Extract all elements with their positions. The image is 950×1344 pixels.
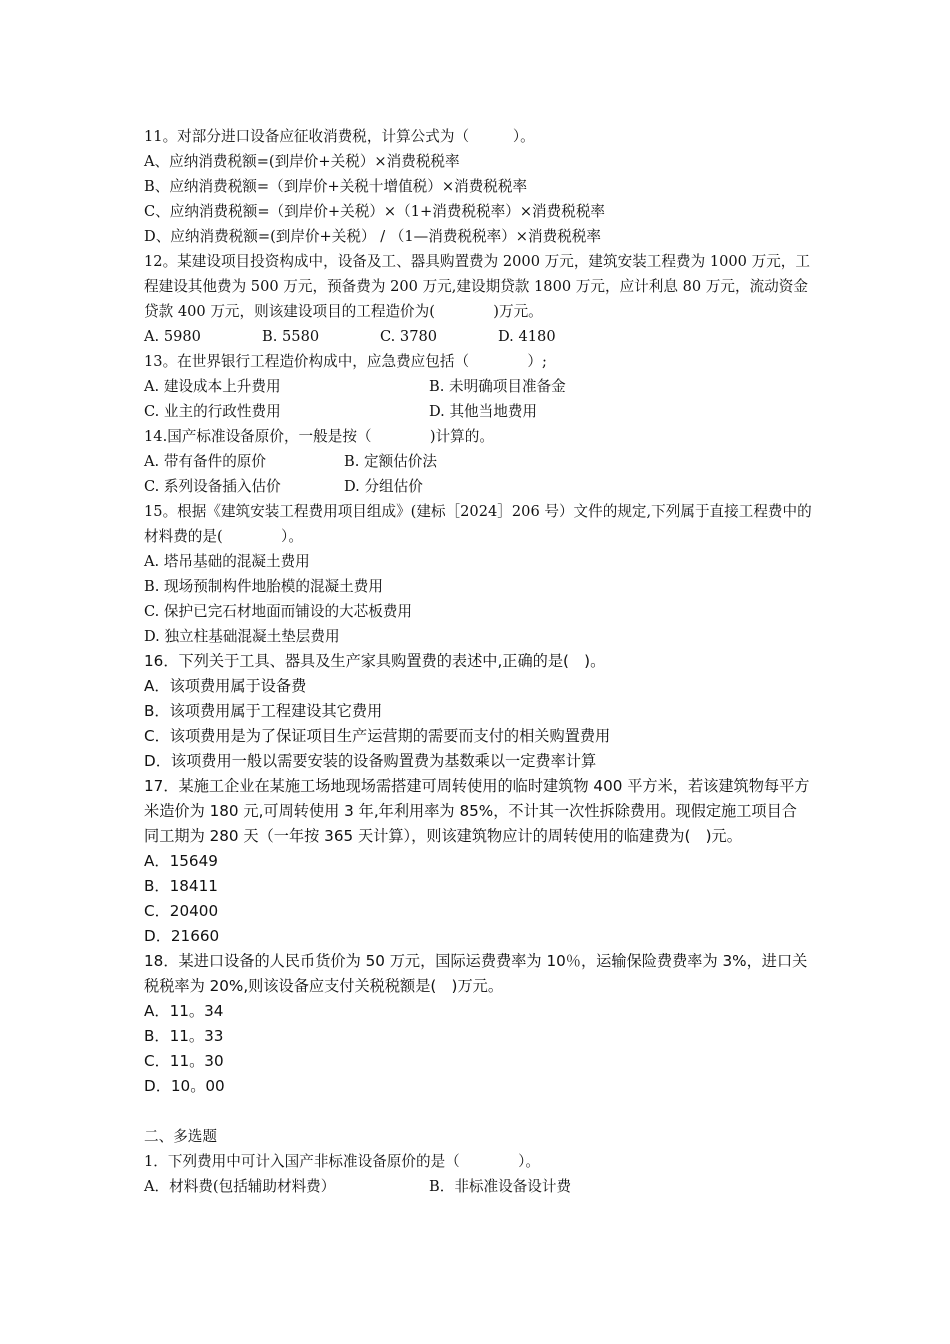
q13-options-row1 [144,374,812,399]
q17-option-a: A．15649 [144,852,218,870]
q17-stem: 17．某施工企业在某施工场地现场需搭建可周转使用的临时建筑物 400 平方米，若该建筑物每平方米造价为 180 元,可周转使用 3 年,年利用率为 85%，不计其一次性拆除费用。现假定施工项目合同工期为 280 天（一年按 365 天计算），则该建筑物应计的周转使用的临建费为( )元。 [144,777,810,845]
q12-stem: 12。某建设项目投资构成中，设备及工、器具购置费为 2000 万元，建筑安装工程费为 1000 万元，工程建设其他费为 500 万元，预备费为 200 万元,建设期贷款 1800 万元，应计利息 80 万元，流动资金贷款 400 万元，则该建设项目的工程造价为( )万元。 [144,253,810,320]
q11-stem: 11。对部分进口设备应征收消费税，计算公式为（ ）。 [144,128,535,145]
q18-option-b: B．11。33 [144,1027,224,1045]
q15-option-c: C. 保护已完石材地面而铺设的大芯板费用 [144,603,413,620]
q15-option-d: D. 独立柱基础混凝土垫层费用 [144,628,340,645]
s2-q1-option-b: B．非标准设备设计费 [429,1178,572,1195]
q17-option-d: D．21660 [144,927,220,945]
q12-option-b: B. 5580 [262,328,320,345]
q16-option-b: B．该项费用属于工程建设其它费用 [144,702,383,720]
q14-stem: 14.国产标准设备原价，一般是按（ )计算的。 [144,428,494,445]
section2-heading: 二、多选题 [144,1128,217,1145]
q11-option-a: A、应纳消费税额=(到岸价+关税）×消费税税率 [144,153,460,170]
q14-option-c: C. 系列设备插入估价 [144,478,281,495]
q13-option-a: A. 建设成本上升费用 [144,378,281,395]
q14-option-d: D. 分组估价 [344,478,423,495]
q13-option-c: C. 业主的行政性费用 [144,403,281,420]
q14-option-b: B. 定额估价法 [344,453,437,470]
q14-option-a: A. 带有备件的原价 [144,453,266,470]
q14-options-row2 [144,474,812,499]
q15-option-a: A. 塔吊基础的混凝土费用 [144,553,310,570]
q15-stem: 15。根据《建筑安装工程费用项目组成》(建标［2024］206 号）文件的规定,下列属于直接工程费中的材料费的是( ）。 [144,503,812,545]
q12-options [144,324,812,349]
s2-q1-option-a: A．材料费(包括辅助材料费） [144,1178,336,1195]
q18-option-a: A．11。34 [144,1002,224,1020]
q15-option-b: B. 现场预制构件地胎模的混凝土费用 [144,578,383,595]
q17-option-c: C．20400 [144,902,219,920]
q14-options-row1 [144,449,812,474]
q18-option-d: D．10。00 [144,1077,225,1095]
q16-stem: 16．下列关于工具、器具及生产家具购置费的表述中,正确的是( )。 [144,652,606,670]
q12-option-a: A. 5980 [144,328,201,345]
q16-option-a: A．该项费用属于设备费 [144,677,307,695]
s2-q1-options [144,1174,812,1199]
q12-option-c: C. 3780 [380,328,438,345]
q12-option-d: D. 4180 [498,328,556,345]
section-spacer [144,1099,812,1124]
q11-option-d: D、应纳消费税额=(到岸价+关税） / （1—消费税税率）×消费税税率 [144,228,601,245]
q13-stem: 13。在世界银行工程造价构成中，应急费应包括（ ）; [144,353,547,370]
q18-stem: 18．某进口设备的人民币货价为 50 万元，国际运费费率为 10％，运输保险费费率为 3%，进口关税税率为 20%,则该设备应支付关税税额是( )万元。 [144,952,808,995]
q13-option-b: B. 未明确项目准备金 [429,378,566,395]
q17-option-b: B．18411 [144,877,218,895]
q11-option-c: C、应纳消费税额=（到岸价+关税）×（1+消费税税率）×消费税税率 [144,203,606,220]
exam-content [144,124,812,1199]
q13-option-d: D. 其他当地费用 [429,403,538,420]
q16-option-c: C．该项费用是为了保证项目生产运营期的需要而支付的相关购置费用 [144,727,611,745]
q16-option-d: D．该项费用一般以需要安装的设备购置费为基数乘以一定费率计算 [144,752,597,770]
q13-options-row2 [144,399,812,424]
q11-option-b: B、应纳消费税额=（到岸价+关税十增值税）×消费税税率 [144,178,528,195]
s2-q1-stem: 1．下列费用中可计入国产非标准设备原价的是（ ）。 [144,1153,541,1170]
q18-option-c: C．11。30 [144,1052,224,1070]
